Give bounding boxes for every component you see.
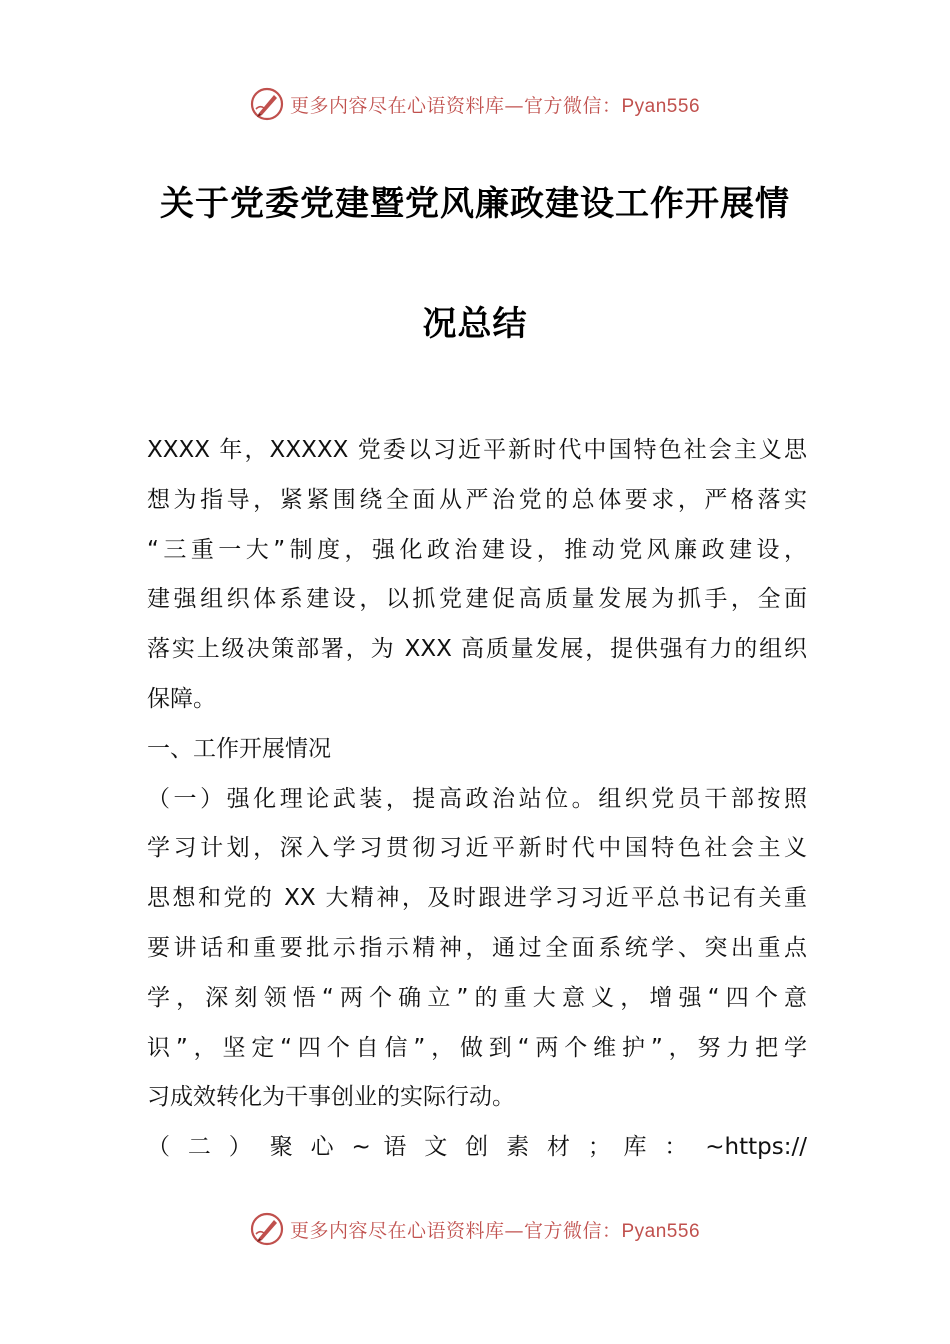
document-title-line-1: 关于党委党建暨党风廉政建设工作开展情 bbox=[160, 184, 790, 224]
footer-watermark bbox=[0, 1209, 950, 1249]
body-line: 建强组织体系建设，以抓党建促高质量发展为抓手，全面 bbox=[147, 586, 807, 613]
body-line: 习成效转化为干事创业的实际行动。 bbox=[147, 1084, 515, 1111]
body-line: 要讲话和重要批示指示精神，通过全面系统学、突出重点 bbox=[147, 934, 807, 961]
document-body bbox=[147, 426, 807, 1173]
watermark-text: 更多内容尽在心语资料库—官方微信：Pyan556 bbox=[289, 1219, 701, 1242]
document-title-line-2: 况总结 bbox=[422, 304, 528, 344]
body-line: XXXX 年，XXXXX 党委以习近平新时代中国特色社会主义思 bbox=[147, 437, 807, 463]
pen-logo-icon bbox=[250, 1212, 284, 1246]
body-line: （一）强化理论武装，提高政治站位。组织党员干部按照 bbox=[147, 785, 807, 812]
body-line: 保障。 bbox=[147, 685, 216, 712]
body-line: （ 二 ） 聚 心 ~ 语 文 创 素 材 ； 库 ： ~https:// bbox=[147, 1134, 807, 1161]
section-heading: 一、工作开展情况 bbox=[147, 735, 331, 762]
body-line: 想为指导，紧紧围绕全面从严治党的总体要求，严格落实 bbox=[147, 486, 807, 513]
body-line: 落实上级决策部署，为 XXX 高质量发展，提供强有力的组织 bbox=[147, 636, 807, 663]
header-watermark bbox=[0, 84, 950, 124]
body-line: 思想和党的 XX 大精神，及时跟进学习习近平总书记有关重 bbox=[147, 885, 807, 912]
pen-logo-icon bbox=[250, 87, 284, 121]
body-line: “三重一大”制度，强化政治建设，推动党风廉政建设， bbox=[147, 536, 807, 563]
watermark-handle: Pyan556 bbox=[621, 95, 701, 117]
watermark-handle: Pyan556 bbox=[621, 1220, 701, 1242]
watermark-text: 更多内容尽在心语资料库—官方微信：Pyan556 bbox=[289, 94, 701, 117]
body-line: 学，深刻领悟“两个确立”的重大意义，增强“四个意 bbox=[147, 984, 807, 1011]
body-line: 识”，坚定“四个自信”，做到“两个维护”，努力把学 bbox=[147, 1034, 807, 1061]
body-line: 学习计划，深入学习贯彻习近平新时代中国特色社会主义 bbox=[147, 835, 807, 862]
